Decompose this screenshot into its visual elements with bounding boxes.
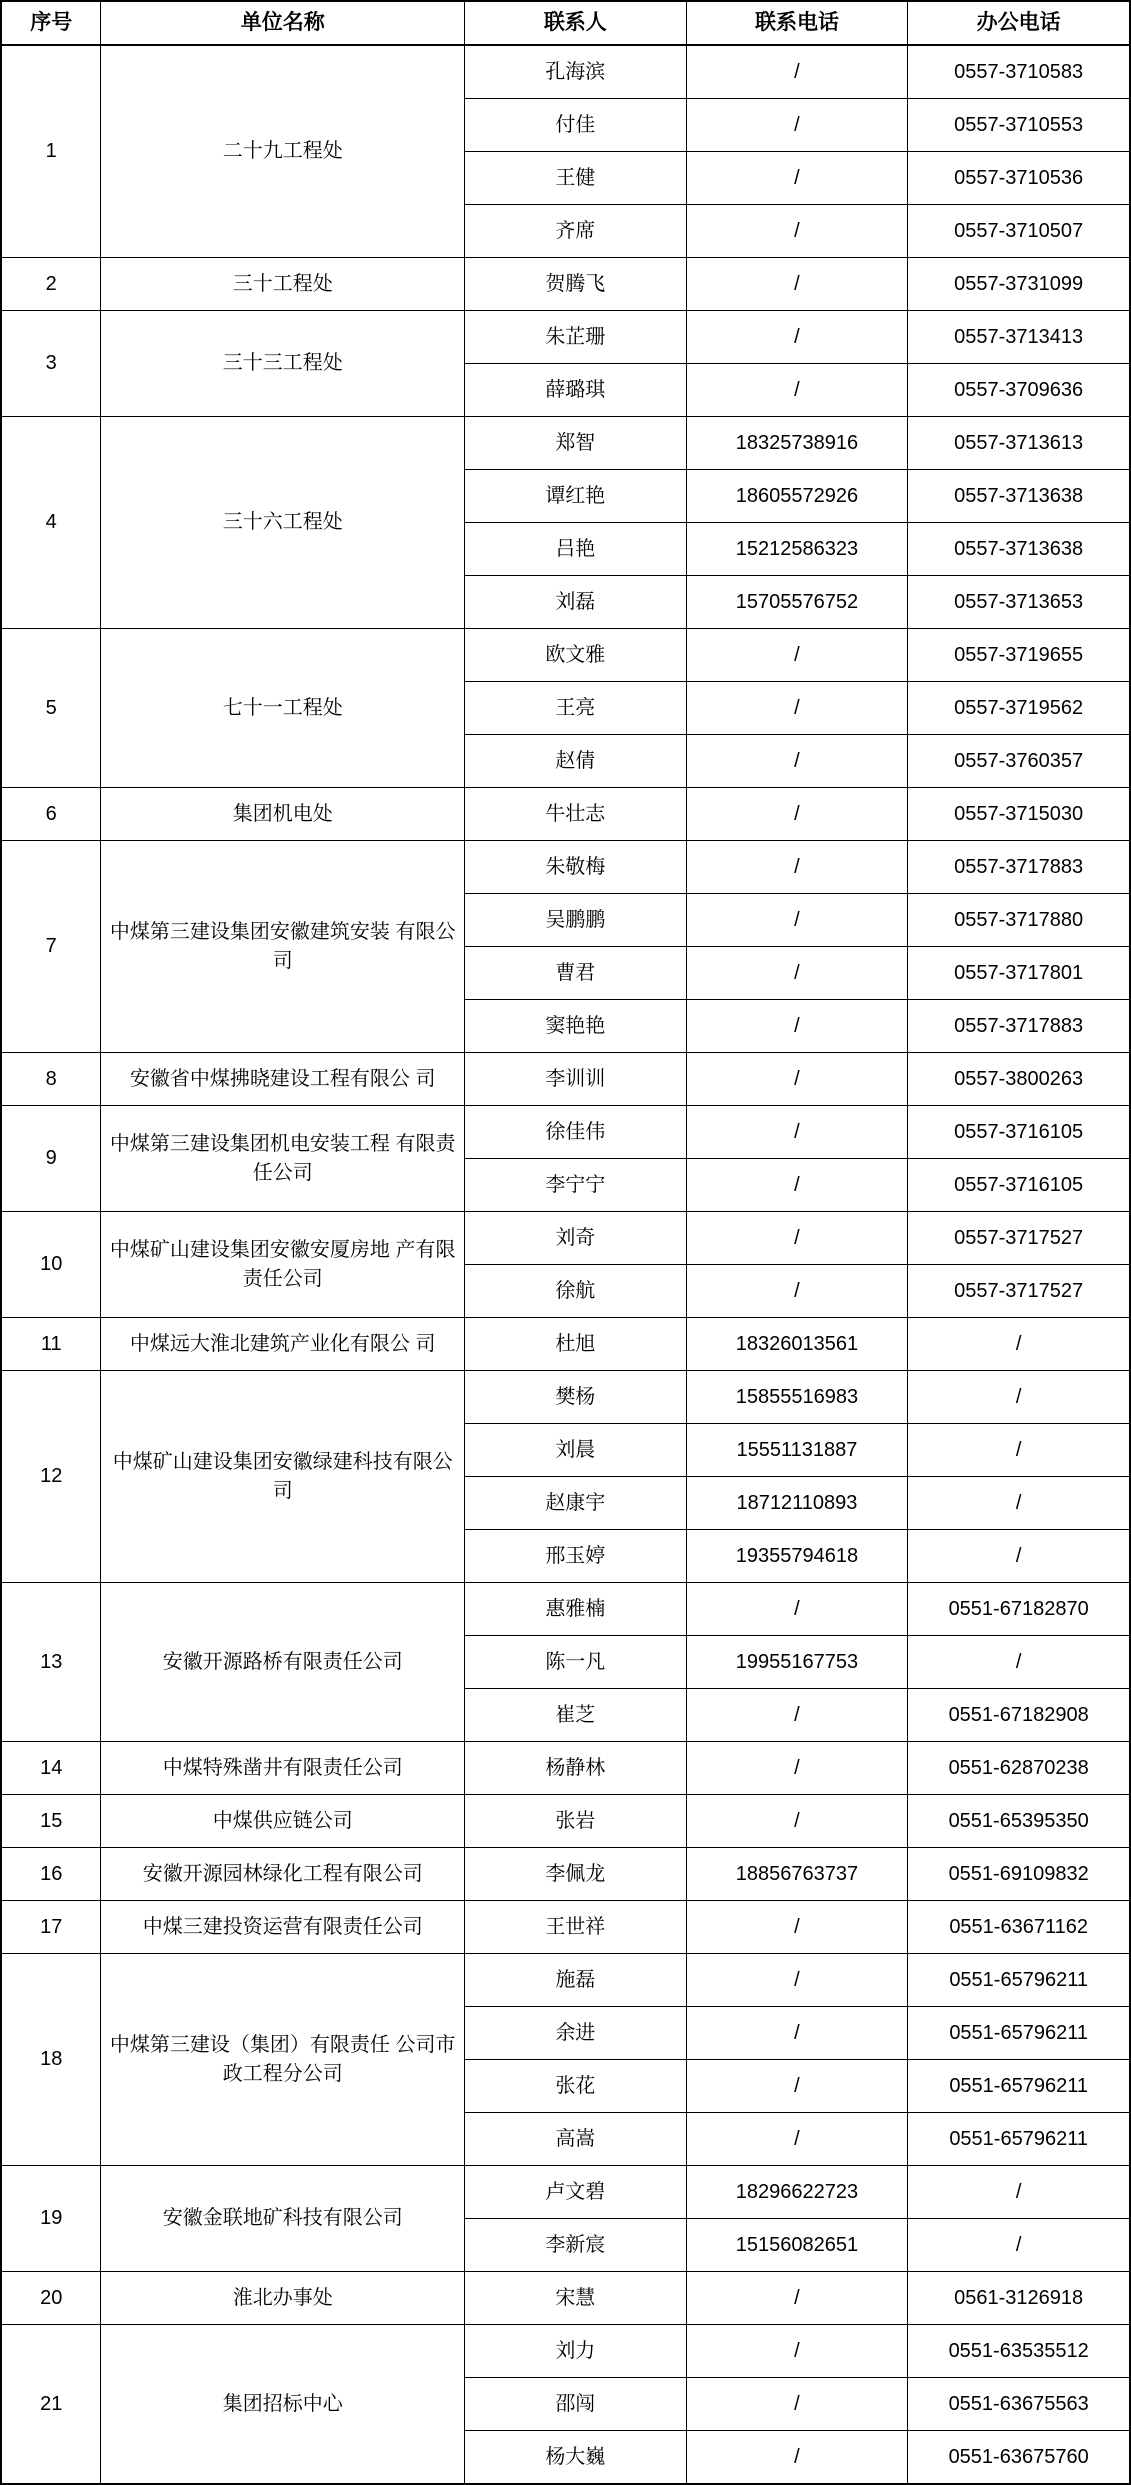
table-row [1, 1106, 1130, 1159]
cell-office-phone: 0557-3716105 [908, 1159, 1130, 1212]
table-row [1, 1053, 1130, 1106]
cell-mobile-phone: 19955167753 [686, 1636, 908, 1689]
cell-unit-name: 中煤特殊凿井有限责任公司 [101, 1742, 465, 1795]
table-row [1, 1318, 1130, 1371]
cell-unit-name: 安徽开源路桥有限责任公司 [101, 1583, 465, 1742]
cell-contact-person: 徐航 [465, 1265, 687, 1318]
cell-contact-person: 朱敬梅 [465, 841, 687, 894]
cell-contact-person: 窦艳艳 [465, 1000, 687, 1053]
cell-mobile-phone: 15855516983 [686, 1371, 908, 1424]
cell-office-phone: / [908, 1636, 1130, 1689]
cell-mobile-phone: / [686, 2007, 908, 2060]
cell-mobile-phone: / [686, 1795, 908, 1848]
cell-unit-name: 中煤三建投资运营有限责任公司 [101, 1901, 465, 1954]
cell-office-phone: 0557-3713638 [908, 470, 1130, 523]
table-row [1, 2272, 1130, 2325]
cell-mobile-phone: / [686, 2431, 908, 2485]
cell-office-phone: 0557-3800263 [908, 1053, 1130, 1106]
cell-index: 12 [1, 1371, 101, 1583]
cell-unit-name: 中煤远大淮北建筑产业化有限公 司 [101, 1318, 465, 1371]
cell-office-phone: 0561-3126918 [908, 2272, 1130, 2325]
cell-office-phone: 0551-62870238 [908, 1742, 1130, 1795]
cell-mobile-phone: / [686, 1583, 908, 1636]
cell-mobile-phone: / [686, 152, 908, 205]
cell-office-phone: / [908, 1424, 1130, 1477]
cell-index: 5 [1, 629, 101, 788]
cell-contact-person: 张花 [465, 2060, 687, 2113]
cell-office-phone: 0557-3717883 [908, 1000, 1130, 1053]
cell-office-phone: 0557-3717880 [908, 894, 1130, 947]
cell-contact-person: 付佳 [465, 99, 687, 152]
cell-index: 14 [1, 1742, 101, 1795]
cell-mobile-phone: / [686, 735, 908, 788]
cell-office-phone: 0551-63671162 [908, 1901, 1130, 1954]
cell-contact-person: 刘奇 [465, 1212, 687, 1265]
cell-mobile-phone: / [686, 2272, 908, 2325]
cell-office-phone: 0557-3709636 [908, 364, 1130, 417]
cell-mobile-phone: / [686, 205, 908, 258]
table-row [1, 788, 1130, 841]
cell-contact-person: 王健 [465, 152, 687, 205]
cell-index: 13 [1, 1583, 101, 1742]
cell-mobile-phone: / [686, 45, 908, 99]
cell-contact-person: 牛壮志 [465, 788, 687, 841]
table-row [1, 258, 1130, 311]
table-row [1, 1742, 1130, 1795]
cell-contact-person: 邵闯 [465, 2378, 687, 2431]
column-header-mobile: 联系电话 [686, 1, 908, 45]
cell-contact-person: 吴鹏鹏 [465, 894, 687, 947]
cell-unit-name: 集团招标中心 [101, 2325, 465, 2485]
cell-office-phone: 0551-65796211 [908, 1954, 1130, 2007]
cell-mobile-phone: 18712110893 [686, 1477, 908, 1530]
cell-unit-name: 中煤第三建设集团机电安装工程 有限责任公司 [101, 1106, 465, 1212]
cell-office-phone: 0557-3719655 [908, 629, 1130, 682]
cell-index: 18 [1, 1954, 101, 2166]
table-row [1, 1954, 1130, 2007]
cell-contact-person: 朱芷珊 [465, 311, 687, 364]
cell-mobile-phone: / [686, 894, 908, 947]
cell-mobile-phone: / [686, 1053, 908, 1106]
cell-contact-person: 杨静林 [465, 1742, 687, 1795]
table-row [1, 1848, 1130, 1901]
table-row [1, 629, 1130, 682]
cell-mobile-phone: / [686, 1901, 908, 1954]
cell-contact-person: 孔海滨 [465, 45, 687, 99]
cell-index: 6 [1, 788, 101, 841]
cell-office-phone: / [908, 2219, 1130, 2272]
cell-index: 20 [1, 2272, 101, 2325]
cell-office-phone: 0557-3710536 [908, 152, 1130, 205]
cell-mobile-phone: / [686, 629, 908, 682]
cell-office-phone: 0551-63675760 [908, 2431, 1130, 2485]
cell-mobile-phone: / [686, 364, 908, 417]
column-header-unit: 单位名称 [101, 1, 465, 45]
cell-mobile-phone: 18856763737 [686, 1848, 908, 1901]
cell-office-phone: 0557-3717801 [908, 947, 1130, 1000]
table-row [1, 2166, 1130, 2219]
cell-mobile-phone: / [686, 1742, 908, 1795]
cell-contact-person: 李佩龙 [465, 1848, 687, 1901]
cell-unit-name: 中煤矿山建设集团安徽绿建科技有限公司 [101, 1371, 465, 1583]
cell-contact-person: 余进 [465, 2007, 687, 2060]
cell-office-phone: / [908, 1371, 1130, 1424]
cell-contact-person: 邢玉婷 [465, 1530, 687, 1583]
cell-contact-person: 宋慧 [465, 2272, 687, 2325]
cell-index: 17 [1, 1901, 101, 1954]
cell-office-phone: 0557-3760357 [908, 735, 1130, 788]
cell-mobile-phone: 15551131887 [686, 1424, 908, 1477]
cell-mobile-phone: / [686, 1106, 908, 1159]
cell-contact-person: 樊杨 [465, 1371, 687, 1424]
cell-contact-person: 齐席 [465, 205, 687, 258]
cell-contact-person: 崔芝 [465, 1689, 687, 1742]
cell-contact-person: 李训训 [465, 1053, 687, 1106]
cell-unit-name: 中煤矿山建设集团安徽安厦房地 产有限责任公司 [101, 1212, 465, 1318]
cell-mobile-phone: / [686, 2378, 908, 2431]
cell-mobile-phone: / [686, 788, 908, 841]
cell-contact-person: 杨大巍 [465, 2431, 687, 2485]
cell-office-phone: 0551-69109832 [908, 1848, 1130, 1901]
table-row [1, 1212, 1130, 1265]
cell-mobile-phone: / [686, 682, 908, 735]
cell-office-phone: 0557-3717527 [908, 1265, 1130, 1318]
cell-unit-name: 三十三工程处 [101, 311, 465, 417]
cell-mobile-phone: 18326013561 [686, 1318, 908, 1371]
cell-contact-person: 刘力 [465, 2325, 687, 2378]
cell-index: 3 [1, 311, 101, 417]
cell-mobile-phone: 19355794618 [686, 1530, 908, 1583]
cell-office-phone: 0551-67182908 [908, 1689, 1130, 1742]
cell-office-phone: 0557-3713613 [908, 417, 1130, 470]
cell-mobile-phone: / [686, 1954, 908, 2007]
cell-unit-name: 安徽省中煤拂晓建设工程有限公 司 [101, 1053, 465, 1106]
cell-index: 8 [1, 1053, 101, 1106]
cell-contact-person: 刘磊 [465, 576, 687, 629]
cell-mobile-phone: / [686, 1265, 908, 1318]
cell-contact-person: 谭红艳 [465, 470, 687, 523]
cell-contact-person: 欧文雅 [465, 629, 687, 682]
cell-contact-person: 高嵩 [465, 2113, 687, 2166]
cell-contact-person: 惠雅楠 [465, 1583, 687, 1636]
cell-mobile-phone: 15705576752 [686, 576, 908, 629]
cell-index: 7 [1, 841, 101, 1053]
table-row [1, 2325, 1130, 2378]
cell-office-phone: 0551-63675563 [908, 2378, 1130, 2431]
cell-office-phone: 0557-3710583 [908, 45, 1130, 99]
cell-office-phone: 0557-3717527 [908, 1212, 1130, 1265]
cell-index: 11 [1, 1318, 101, 1371]
cell-contact-person: 曹君 [465, 947, 687, 1000]
table-row [1, 1901, 1130, 1954]
cell-office-phone: / [908, 2166, 1130, 2219]
cell-office-phone: / [908, 1530, 1130, 1583]
cell-unit-name: 集团机电处 [101, 788, 465, 841]
cell-office-phone: 0557-3719562 [908, 682, 1130, 735]
table-row [1, 1583, 1130, 1636]
cell-mobile-phone: / [686, 2060, 908, 2113]
column-header-index: 序号 [1, 1, 101, 45]
cell-index: 2 [1, 258, 101, 311]
cell-unit-name: 七十一工程处 [101, 629, 465, 788]
cell-mobile-phone: / [686, 2325, 908, 2378]
cell-contact-person: 贺腾飞 [465, 258, 687, 311]
cell-office-phone: 0557-3717883 [908, 841, 1130, 894]
cell-unit-name: 二十九工程处 [101, 45, 465, 258]
cell-contact-person: 赵康宇 [465, 1477, 687, 1530]
cell-index: 4 [1, 417, 101, 629]
column-header-person: 联系人 [465, 1, 687, 45]
cell-index: 10 [1, 1212, 101, 1318]
cell-mobile-phone: / [686, 1689, 908, 1742]
cell-contact-person: 卢文碧 [465, 2166, 687, 2219]
cell-contact-person: 杜旭 [465, 1318, 687, 1371]
cell-office-phone: / [908, 1318, 1130, 1371]
cell-index: 21 [1, 2325, 101, 2485]
cell-unit-name: 中煤供应链公司 [101, 1795, 465, 1848]
cell-contact-person: 郑智 [465, 417, 687, 470]
cell-office-phone: 0557-3710507 [908, 205, 1130, 258]
cell-office-phone: 0551-65395350 [908, 1795, 1130, 1848]
cell-contact-person: 刘晨 [465, 1424, 687, 1477]
header-row [1, 1, 1130, 45]
table-row [1, 45, 1130, 99]
cell-contact-person: 李宁宁 [465, 1159, 687, 1212]
cell-contact-person: 李新宸 [465, 2219, 687, 2272]
cell-contact-person: 王世祥 [465, 1901, 687, 1954]
cell-contact-person: 徐佳伟 [465, 1106, 687, 1159]
cell-office-phone: 0557-3710553 [908, 99, 1130, 152]
cell-mobile-phone: 15156082651 [686, 2219, 908, 2272]
cell-office-phone: 0557-3713638 [908, 523, 1130, 576]
table-row [1, 417, 1130, 470]
cell-mobile-phone: 18296622723 [686, 2166, 908, 2219]
cell-mobile-phone: / [686, 258, 908, 311]
cell-index: 19 [1, 2166, 101, 2272]
table-body [1, 45, 1130, 2484]
cell-unit-name: 三十工程处 [101, 258, 465, 311]
table-row [1, 1795, 1130, 1848]
cell-mobile-phone: / [686, 1159, 908, 1212]
cell-mobile-phone: / [686, 99, 908, 152]
cell-office-phone: 0557-3716105 [908, 1106, 1130, 1159]
cell-index: 16 [1, 1848, 101, 1901]
cell-office-phone: 0551-65796211 [908, 2113, 1130, 2166]
cell-office-phone: 0551-67182870 [908, 1583, 1130, 1636]
table-row [1, 841, 1130, 894]
cell-office-phone: 0557-3713653 [908, 576, 1130, 629]
cell-contact-person: 赵倩 [465, 735, 687, 788]
cell-unit-name: 中煤第三建设（集团）有限责任 公司市政工程分公司 [101, 1954, 465, 2166]
cell-office-phone: 0557-3713413 [908, 311, 1130, 364]
cell-mobile-phone: / [686, 1212, 908, 1265]
cell-index: 9 [1, 1106, 101, 1212]
cell-mobile-phone: / [686, 1000, 908, 1053]
cell-contact-person: 陈一凡 [465, 1636, 687, 1689]
cell-mobile-phone: 18605572926 [686, 470, 908, 523]
cell-index: 1 [1, 45, 101, 258]
cell-mobile-phone: / [686, 311, 908, 364]
cell-mobile-phone: 18325738916 [686, 417, 908, 470]
cell-office-phone: 0557-3715030 [908, 788, 1130, 841]
cell-contact-person: 薛璐琪 [465, 364, 687, 417]
cell-unit-name: 安徽开源园林绿化工程有限公司 [101, 1848, 465, 1901]
column-header-office: 办公电话 [908, 1, 1130, 45]
cell-unit-name: 安徽金联地矿科技有限公司 [101, 2166, 465, 2272]
cell-contact-person: 王亮 [465, 682, 687, 735]
cell-office-phone: 0551-65796211 [908, 2060, 1130, 2113]
table-row [1, 311, 1130, 364]
cell-contact-person: 施磊 [465, 1954, 687, 2007]
cell-unit-name: 淮北办事处 [101, 2272, 465, 2325]
cell-contact-person: 张岩 [465, 1795, 687, 1848]
table-row [1, 1371, 1130, 1424]
cell-office-phone: 0551-65796211 [908, 2007, 1130, 2060]
cell-office-phone: / [908, 1477, 1130, 1530]
cell-unit-name: 中煤第三建设集团安徽建筑安装 有限公司 [101, 841, 465, 1053]
cell-mobile-phone: / [686, 947, 908, 1000]
table-header [1, 1, 1130, 45]
cell-office-phone: 0557-3731099 [908, 258, 1130, 311]
cell-mobile-phone: / [686, 2113, 908, 2166]
cell-office-phone: 0551-63535512 [908, 2325, 1130, 2378]
cell-mobile-phone: / [686, 841, 908, 894]
cell-unit-name: 三十六工程处 [101, 417, 465, 629]
cell-contact-person: 吕艳 [465, 523, 687, 576]
cell-index: 15 [1, 1795, 101, 1848]
cell-mobile-phone: 15212586323 [686, 523, 908, 576]
